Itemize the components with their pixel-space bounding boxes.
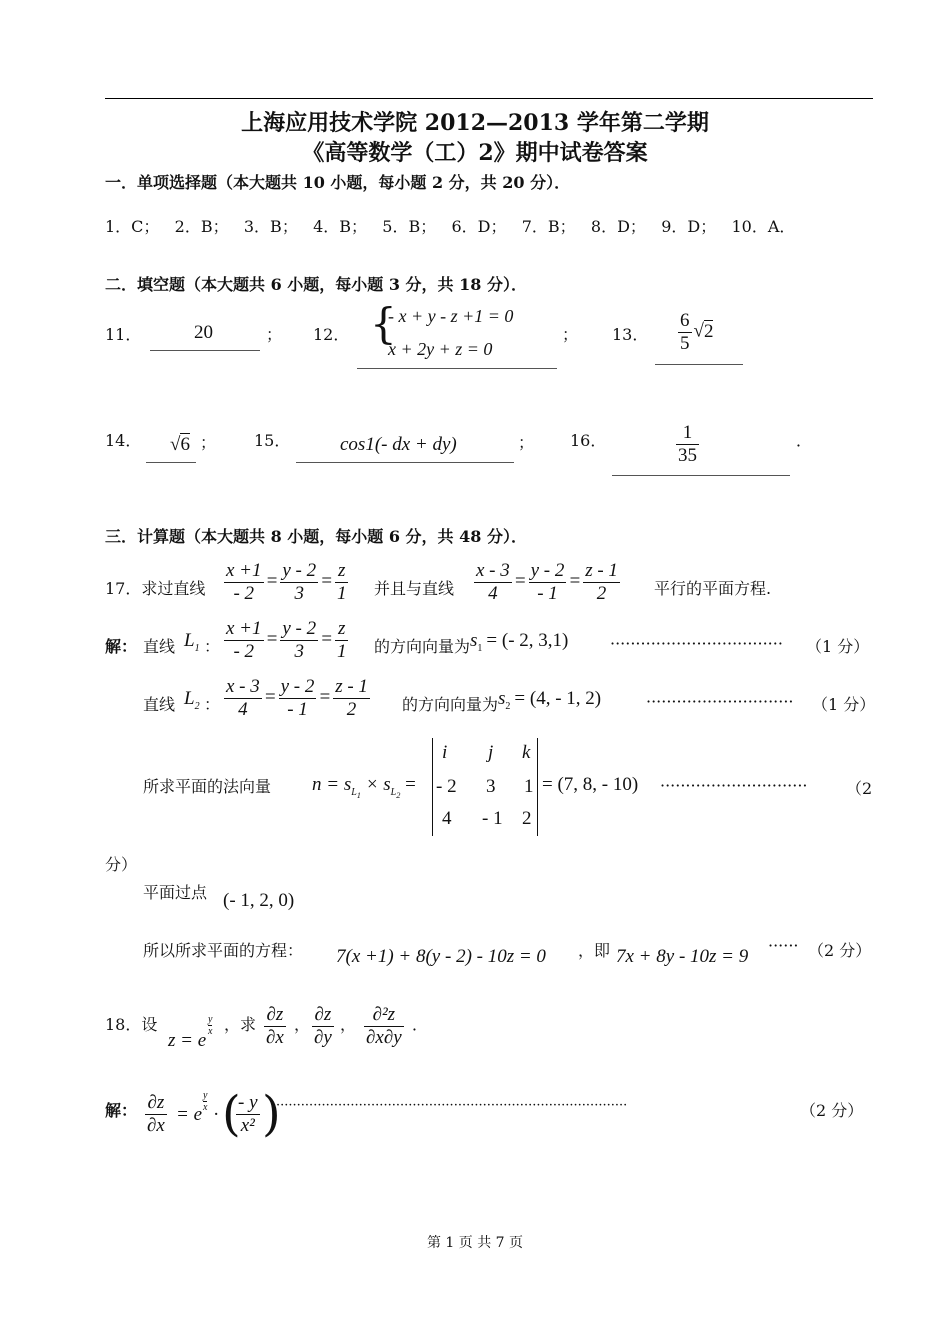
q12-equation-1: - x + y - z +1 = 0 xyxy=(388,306,514,326)
dot-leader-3: ····························· xyxy=(660,776,808,795)
score-2: （1 分） xyxy=(812,695,876,714)
det-row-1-col-3: k xyxy=(522,742,531,763)
plane-equation-simplified: 7x + 8y - 10z = 9 xyxy=(616,946,749,967)
q14-underline xyxy=(146,462,196,463)
section1-answers: 1．C； 2．B； 3．B； 4．B； 5．B； 6．D； 7．B； 8．D； 9．D； 10．A． xyxy=(105,217,796,236)
q18-solution-exponent: y x xyxy=(203,1090,208,1113)
q18-comma-2: ， xyxy=(340,1015,357,1034)
det-row-1-col-1: i xyxy=(442,742,448,763)
point-text: 平面过点 xyxy=(143,883,208,902)
q16-fraction-top: 1 xyxy=(676,422,699,445)
q16-underline xyxy=(612,475,790,476)
q18-period: ． xyxy=(412,1015,429,1034)
q12-number: 12． xyxy=(313,325,350,344)
line1-direction-vector: $s_1$ = (- 2, 3,1) xyxy=(470,630,569,654)
plane-text: 所以所求平面的方程： xyxy=(143,941,304,960)
det-row-3-col-2: - 1 xyxy=(482,808,503,829)
det-row-2-col-3: 1 xyxy=(524,776,534,797)
q18-partial-xy: $\frac{\text{∂²z}}{\partial x\partial y}$ xyxy=(366,1004,402,1048)
q11-answer: 20 xyxy=(194,322,213,343)
q18-solution-partial: $\frac{\partial z}{\partial x}$ xyxy=(147,1092,165,1136)
section1-heading: 一．单项选择题（本大题共 10 小题，每小题 2 分，共 20 分）． xyxy=(105,173,571,192)
q17-end: 平行的平面方程. xyxy=(654,579,772,598)
q13-sqrt-arg: 2 xyxy=(703,320,714,342)
normal-vector-value: = (7, 8, - 10) xyxy=(542,774,639,795)
plane-ie: ，即 xyxy=(578,941,611,960)
top-rule xyxy=(105,98,873,99)
q13-underline xyxy=(655,364,743,365)
q17-line1-equation: $\frac{x +1}{- 2}$ = $\frac{y - 2}{3}$ = $\frac{z}{1}$ xyxy=(226,560,347,604)
q12-separator: ； xyxy=(562,325,579,344)
q18-right-paren: ) xyxy=(262,1086,281,1142)
q11-number: 11． xyxy=(105,325,142,344)
section3-heading: 三．计算题（本大题共 8 小题，每小题 6 分，共 48 分）． xyxy=(105,527,527,546)
line2-label: 直线 xyxy=(143,695,176,714)
q14-separator: ； xyxy=(200,433,217,452)
q18-partial-x: $\frac{\partial z}{\partial x}$ xyxy=(266,1004,284,1048)
q18-comma-1: ， xyxy=(294,1015,311,1034)
title-line-1: 上海应用技术学院 2012—2013 学年第二学期 xyxy=(241,110,709,136)
line1-equation: $\frac{x +1}{- 2}$ = $\frac{y - 2}{3}$ = $\frac{z}{1}$ xyxy=(226,618,347,662)
det-row-3-col-3: 2 xyxy=(522,808,532,829)
q15-number: 15． xyxy=(254,431,291,450)
dot-leader-1: ·································· xyxy=(610,634,783,653)
det-row-2-col-2: 3 xyxy=(486,776,496,797)
section2-heading: 二．填空题（本大题共 6 小题，每小题 3 分，共 18 分）． xyxy=(105,275,527,294)
q18-exponent: y x xyxy=(208,1014,213,1037)
q17-mid: 并且与直线 xyxy=(374,579,455,598)
line2-direction-text: 的方向向量为 xyxy=(402,695,499,714)
q11-underline xyxy=(150,350,260,351)
q18-left-paren: ( xyxy=(222,1086,241,1142)
point-value: (- 1, 2, 0) xyxy=(223,890,295,911)
q12-equation-2: x + 2y + z = 0 xyxy=(388,339,493,359)
dot-leader-5: ····················································································· xyxy=(276,1098,628,1113)
page-footer: 第 1 页 共 7 页 xyxy=(426,1235,524,1251)
sqrt-symbol: √ xyxy=(170,434,181,455)
q18-solution-exp: = e xyxy=(176,1104,203,1125)
line2-colon: ： xyxy=(204,695,221,714)
line2-equation: $\frac{x - 3}{4}$ = $\frac{y - 2}{- 1}$ = $\frac{z - 1}{2}$ xyxy=(226,676,368,720)
q18-solution-fraction: $\frac{- y}{\text{x²}}$ xyxy=(238,1092,258,1136)
q18-function: z = e xyxy=(168,1030,207,1051)
plane-equation: 7(x +1) + 8(y - 2) - 10z = 0 xyxy=(336,946,546,967)
q15-answer: cos1(- dx + dy) xyxy=(340,434,457,455)
score-3-part1: （2 xyxy=(846,779,873,798)
q17-label: 17．求过直线 xyxy=(105,579,206,598)
q16-end: ． xyxy=(796,431,813,450)
score-3-part2: 分） xyxy=(105,855,138,874)
det-row-2-col-1: - 2 xyxy=(436,776,457,797)
dot-leader-4: ······ xyxy=(768,936,799,955)
q14-sqrt-arg: 6 xyxy=(180,434,190,455)
q12-underline xyxy=(357,368,557,369)
q11-separator: ； xyxy=(266,325,283,344)
q15-underline xyxy=(296,462,514,463)
normal-equation: $n = s_{L_1} \times s_{L_2}$ = xyxy=(312,774,416,800)
q15-separator: ； xyxy=(518,433,535,452)
q16-number: 16． xyxy=(570,431,607,450)
line1-symbol: $L_1$ xyxy=(184,630,200,654)
q16-answer xyxy=(674,422,701,467)
q14-number: 14． xyxy=(105,431,142,450)
q18-label: 18．设 xyxy=(105,1015,158,1034)
q16-fraction-bottom: 35 xyxy=(678,444,697,466)
q18-solution-multiply: · xyxy=(213,1104,220,1125)
det-row-1-col-2: j xyxy=(488,742,494,763)
q12-brace: { xyxy=(370,299,397,348)
line1-colon: ： xyxy=(204,637,221,656)
q18-partial-y: $\frac{\partial z}{\partial y}$ xyxy=(314,1004,332,1048)
dot-leader-2: ····························· xyxy=(646,692,794,711)
line2-symbol: $L_2$ xyxy=(184,688,200,712)
q17-line2-equation: $\frac{x - 3}{4}$ = $\frac{y - 2}{- 1}$ = $\frac{z - 1}{2}$ xyxy=(476,560,618,604)
q14-answer xyxy=(170,434,190,456)
solution-label: 解： xyxy=(105,637,138,656)
q13-fraction-top: 6 xyxy=(680,310,690,331)
title-line-2: 《高等数学（工）2》期中试卷答案 xyxy=(302,140,648,166)
line1-direction-text: 的方向向量为 xyxy=(374,637,471,656)
line2-direction-vector: $s_2 = (4$, - 1, 2) xyxy=(498,688,602,712)
q13-answer xyxy=(676,310,713,355)
q18-ask: ，求 xyxy=(224,1015,257,1034)
q18-solution-label: 解： xyxy=(105,1101,138,1120)
score-4: （2 分） xyxy=(808,941,872,960)
q13-number: 13． xyxy=(612,325,649,344)
line1-label: 直线 xyxy=(143,637,176,656)
score-5: （2 分） xyxy=(800,1101,864,1120)
score-1: （1 分） xyxy=(806,637,870,656)
det-row-3-col-1: 4 xyxy=(442,808,452,829)
normal-text: 所求平面的法向量 xyxy=(143,777,272,796)
sqrt-symbol: √ xyxy=(693,320,704,342)
q13-fraction-bottom: 5 xyxy=(680,332,690,354)
